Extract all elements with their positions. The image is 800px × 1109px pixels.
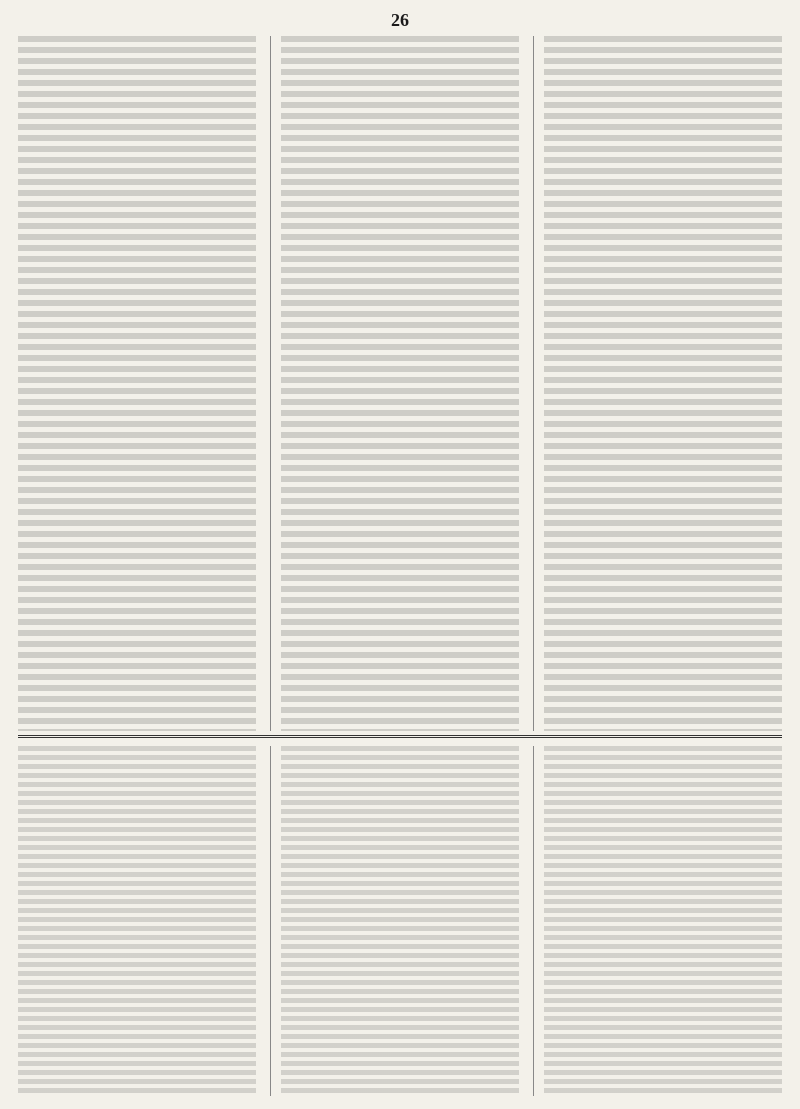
text-placeholder xyxy=(18,36,256,731)
lower-column-middle xyxy=(270,746,519,1096)
text-placeholder xyxy=(281,36,519,731)
upper-column-left xyxy=(18,36,256,731)
upper-columns xyxy=(18,36,782,731)
text-placeholder xyxy=(281,746,519,1096)
text-placeholder xyxy=(544,36,782,731)
section-divider xyxy=(18,735,782,738)
text-placeholder xyxy=(544,746,782,1096)
text-placeholder xyxy=(18,746,256,1096)
lower-column-left xyxy=(18,746,256,1096)
upper-column-right xyxy=(533,36,782,731)
page-number: 26 xyxy=(391,10,409,30)
lower-column-right xyxy=(533,746,782,1096)
lower-columns xyxy=(18,746,782,1096)
upper-column-middle xyxy=(270,36,519,731)
